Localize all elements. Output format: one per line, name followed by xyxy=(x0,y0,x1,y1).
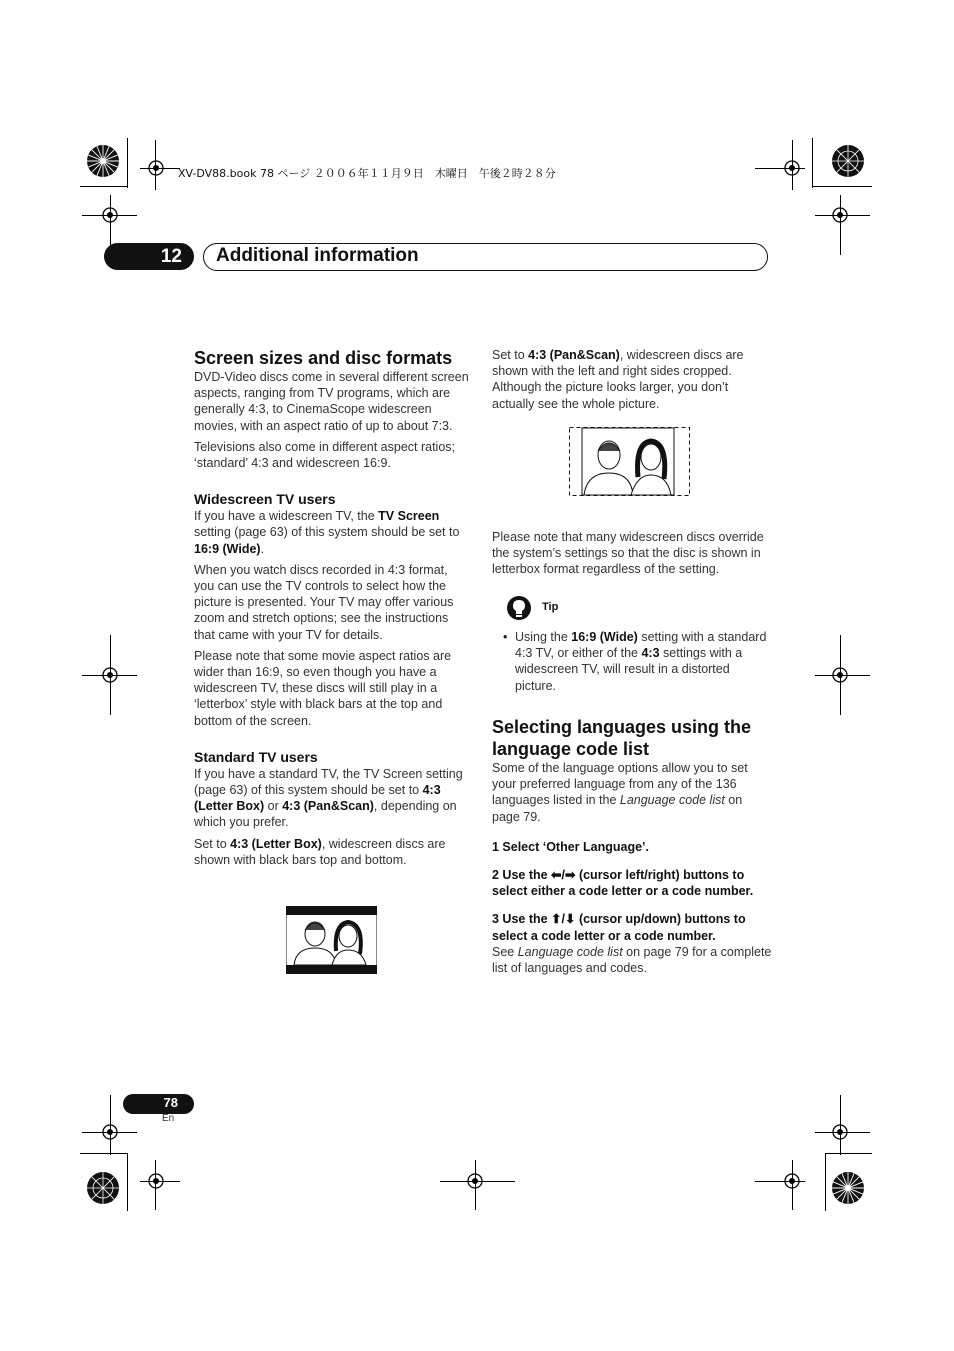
registration-mark xyxy=(100,205,120,225)
registration-mark xyxy=(830,665,850,685)
chapter-number: 12 xyxy=(160,246,182,267)
registration-mark xyxy=(146,1171,166,1191)
registration-mark xyxy=(100,1122,120,1142)
registration-mark xyxy=(782,158,802,178)
registration-mark xyxy=(465,1171,485,1191)
registration-mark xyxy=(830,1122,850,1142)
paragraph: If you have a standard TV, the TV Screen setting (page 63) of this system should be set to 4:3 (Letter Box) or 4:3 (Pan&Scan), depending on which you prefer. xyxy=(194,766,463,830)
bullet: • xyxy=(503,630,508,644)
left-column xyxy=(194,347,469,873)
paragraph: If you have a widescreen TV, the TV Screen setting (page 63) of this system should be set to 16:9 (Wide). xyxy=(194,509,460,556)
paragraph: Please note that some movie aspect ratios are wider than 16:9, so even though you have a widescreen TV, these discs will still play in a ‘letterbox’ style with black bars at the top and bottom of the screen. xyxy=(194,648,452,728)
print-meta: XV-DV88.book 78 ページ ２００６年１１月９日 木曜日 午後２時２８分 xyxy=(178,167,556,180)
step-2: 2 Use the ⬅/➡ (cursor left/right) buttons to select either a code letter or a code number. xyxy=(492,868,754,899)
pan-scan-illustration xyxy=(569,427,690,496)
chapter-title: Additional information xyxy=(216,245,419,266)
section-title-screen-sizes: Screen sizes and disc formats xyxy=(194,348,453,368)
paragraph: Set to 4:3 (Letter Box), widescreen discs are shown with black bars top and bottom. xyxy=(194,836,446,867)
paragraph: Please note that many widescreen discs override the system’s settings so that the disc is shown in letterbox format regardless of the setting. xyxy=(492,529,764,577)
paragraph: Set to 4:3 (Pan&Scan), widescreen discs are shown with the left and right sides cropped. Although the picture looks larger, you don’t actually see the whole picture. xyxy=(492,348,744,411)
lightbulb-icon xyxy=(506,595,532,621)
starburst-mark xyxy=(831,144,865,178)
registration-mark xyxy=(830,205,850,225)
tip-text: Using the 16:9 (Wide) setting with a standard 4:3 TV, or either of the 4:3 settings with a widescreen TV, will result in a distorted picture. xyxy=(515,630,767,693)
paragraph: When you watch discs recorded in 4:3 format, you can use the TV controls to select how the picture is presented. Your TV may offer various zoom and stretch options; see the instructions that came with your TV for details. xyxy=(194,562,454,642)
paragraph: Televisions also come in different aspect ratios; ‘standard’ 4:3 and widescreen 16:9. xyxy=(194,439,456,471)
tip-label: Tip xyxy=(542,601,559,613)
chapter-title-bar xyxy=(203,243,768,271)
subheading-widescreen: Widescreen TV users xyxy=(194,491,336,508)
starburst-mark xyxy=(831,1171,865,1205)
section-title-languages: Selecting languages using the language code list xyxy=(492,717,752,759)
page-number-tab xyxy=(123,1094,194,1114)
step-1: 1 Select ‘Other Language’. xyxy=(492,839,649,854)
letterbox-illustration xyxy=(286,906,377,974)
subheading-standard: Standard TV users xyxy=(194,748,318,765)
tip-list xyxy=(503,629,768,699)
chapter-number-tab xyxy=(104,243,194,270)
registration-mark xyxy=(782,1171,802,1191)
registration-mark xyxy=(100,665,120,685)
step-3: 3 Use the ⬆/⬇ (cursor up/down) buttons to select a code letter or a code number. xyxy=(492,912,746,943)
registration-mark xyxy=(146,158,166,178)
starburst-mark xyxy=(86,144,120,178)
page-language: En xyxy=(162,1113,175,1124)
paragraph: See Language code list on page 79 for a complete list of languages and codes. xyxy=(492,944,772,976)
page-number: 78 xyxy=(163,1095,178,1110)
starburst-mark xyxy=(86,1171,120,1205)
language-section xyxy=(492,716,772,981)
paragraph: Some of the language options allow you to set your preferred language from any of the 136 languages listed in the Language code list on page 79. xyxy=(492,761,748,824)
paragraph: DVD-Video discs come in several different screen aspects, ranging from TV programs, which are generally 4:3, to CinemaScope widescreen movies, with an aspect ratio of up to about 7:3. xyxy=(194,370,469,433)
